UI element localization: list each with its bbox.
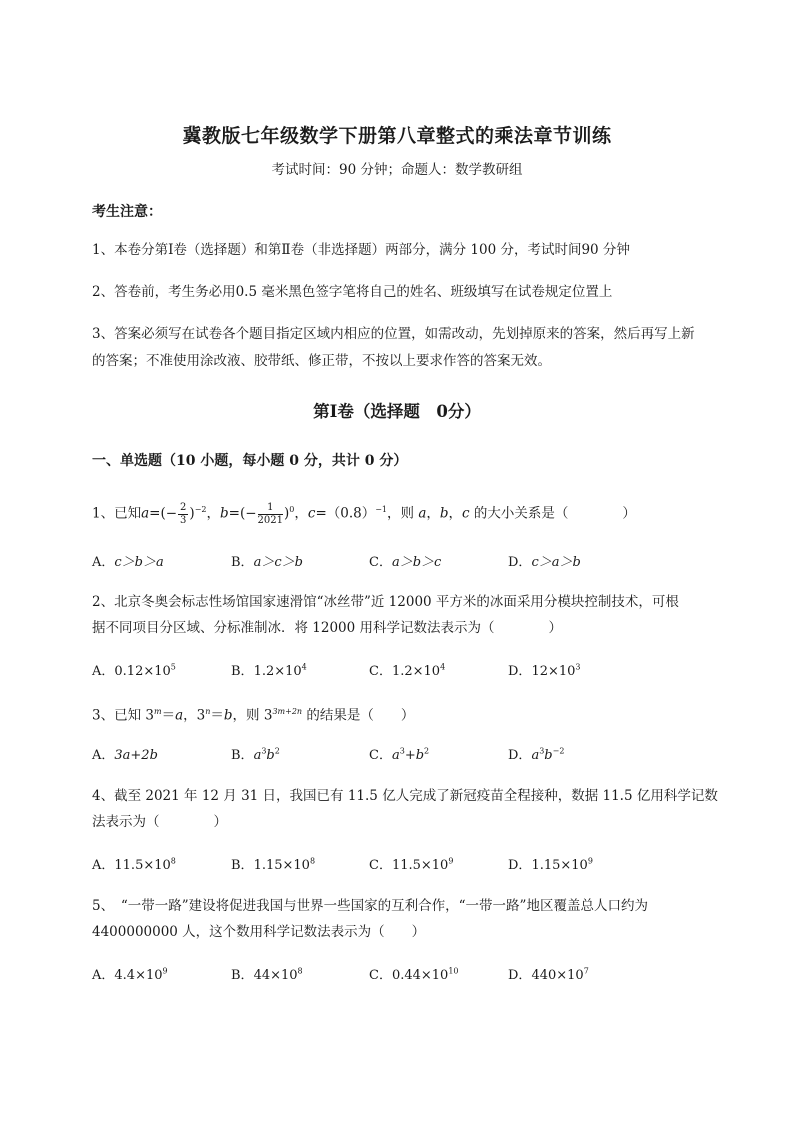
page-subtitle: 考试时间：90 分钟；命题人：数学教研组 — [271, 162, 523, 178]
question-5-options — [92, 964, 712, 986]
option-a[interactable]: A．$11.5\times 10^8$ — [92, 856, 176, 873]
notice-item-3-cont: 的答案；不准使用涂改液、胶带纸、修正带，不按以上要求作答的答案无效。 — [92, 353, 551, 369]
question-4-stem: 4、截至 2021 年 12 月 31 日，我国已有 11.5 亿人完成了新冠疫苗全程接种，数据 11.5 亿用科学记数 — [92, 788, 718, 804]
option-b[interactable]: B．$1.2\times 10^4$ — [231, 662, 307, 679]
notice-item-3: 3、答案必须写在试卷各个题目指定区域内相应的位置，如需改动，先划掉原来的答案，然后再写上新 — [92, 326, 695, 342]
section-title: 第Ⅰ卷（选择题 0分） — [313, 402, 481, 421]
option-b[interactable]: B．$44\times 10^8$ — [231, 966, 303, 983]
option-c[interactable]: C．$0.44\times 10^{10}$ — [369, 966, 459, 983]
question-3-options — [92, 744, 712, 766]
option-b[interactable]: B．a＞c＞b — [231, 555, 303, 570]
option-d[interactable]: D．$1.15\times 10^9$ — [508, 856, 593, 873]
option-c[interactable]: C．$11.5\times 10^9$ — [369, 856, 454, 873]
notice-heading: 考生注意： — [92, 204, 162, 220]
question-5-stem-cont: 4400000000 人，这个数用科学记数法表示为（ ） — [92, 924, 426, 940]
option-d[interactable]: D．$12\times 10^3$ — [508, 662, 581, 679]
option-c[interactable]: C．$a^3+b^2$ — [369, 746, 430, 763]
option-a[interactable]: A．3a+2b — [92, 748, 158, 763]
question-5-stem: 5、 “一带一路”建设将促进我国与世界一些国家的互利合作，“一带一路”地区覆盖总人口约为 — [92, 898, 648, 914]
question-3-stem: 3、已知 $3^m=a$，$3^n=b$，则 $3^{3m+2n}$ 的结果是（ ） — [92, 707, 415, 724]
section-subtitle: 一、单选题（10 小题，每小题 0 分，共计 0 分） — [92, 453, 408, 469]
option-d[interactable]: D．$440\times 10^7$ — [508, 966, 589, 983]
question-4-stem-cont: 法表示为（ ） — [92, 814, 227, 830]
question-1-options — [92, 551, 712, 573]
question-2-stem-cont: 据不同项目分区域、分标准制冰．将 12000 用科学记数法表示为（ ） — [92, 620, 563, 636]
question-4-options — [92, 854, 712, 876]
option-c[interactable]: C．$1.2\times 10^4$ — [369, 662, 446, 679]
fraction-one-2021: $\frac{1}{2021}$ — [257, 501, 283, 526]
question-2-options — [92, 660, 712, 682]
option-b[interactable]: B．$a^3b^2$ — [231, 746, 280, 763]
option-a[interactable]: A．$4.4\times 10^9$ — [92, 966, 168, 983]
notice-item-1: 1、本卷分第Ⅰ卷（选择题）和第Ⅱ卷（非选择题）两部分，满分 100 分，考试时间90 分钟 — [92, 242, 630, 258]
question-1-stem: 1、已知a=(− $\frac{2}{3}$ )$^{-2}$，b=(− $\frac{1}{2021}$ )$^0$，$c=(0.8)^{-1}$，则 a，b，c 的大小关系是（ ） — [92, 501, 636, 526]
notice-item-2: 2、答卷前，考生务必用0.5 毫米黑色签字笔将自己的姓名、班级填写在试卷规定位置上 — [92, 284, 613, 300]
option-d[interactable]: D．c＞a＞b — [508, 555, 581, 570]
option-c[interactable]: C．a＞b＞c — [369, 555, 442, 570]
option-b[interactable]: B．$1.15\times 10^8$ — [231, 856, 316, 873]
option-a[interactable]: A．c＞b＞a — [92, 555, 164, 570]
option-a[interactable]: A．$0.12\times 10^5$ — [92, 662, 176, 679]
fraction-two-thirds: $\frac{2}{3}$ — [180, 501, 187, 526]
option-d[interactable]: D．$a^3b^{-2}$ — [508, 746, 565, 763]
page-title: 冀教版七年级数学下册第八章整式的乘法章节训练 — [182, 125, 612, 147]
question-2-stem: 2、北京冬奥会标志性场馆国家速滑馆“冰丝带”近 12000 平方米的冰面采用分模块控制技术，可根 — [92, 594, 679, 610]
